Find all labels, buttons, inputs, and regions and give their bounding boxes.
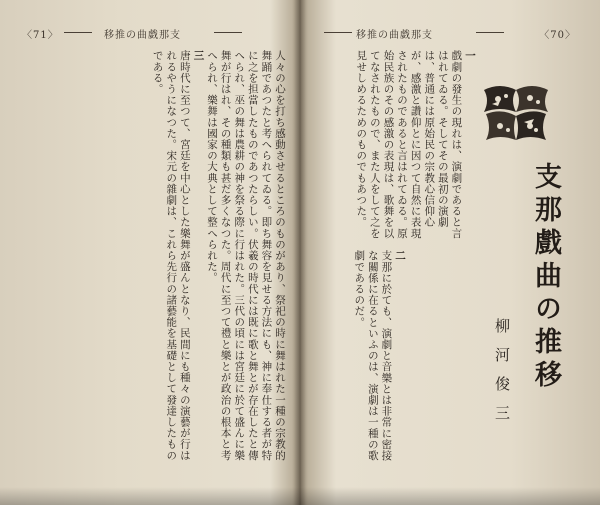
left-page-header <box>14 26 284 42</box>
right-running-title: 移推の曲戯那支 <box>356 30 433 41</box>
right-text-section-2: 支那に於ても、演劇と音樂とは非常に密接な關係に在るといふのは、演劇は一種の歌劇であるのだ。 <box>353 250 393 461</box>
left-page-number: 〈71〉 <box>22 30 59 41</box>
right-page-header <box>316 26 586 42</box>
right-page-number: 〈70〉 <box>539 30 576 41</box>
section-2-mark: 二 <box>394 250 406 262</box>
left-body-text <box>24 50 286 465</box>
left-running-title: 移推の曲戯那支 <box>104 30 181 41</box>
decorative-emblem-icon <box>480 82 552 144</box>
header-rule <box>214 32 242 33</box>
right-text-section-1: 戲劇の發生の現れは、演劇であると言はれてゐる。そしてその最初の演劇は、普通には原始民の宗教心信仰心が、感激と讚仰とに因つて自然に表現されたものであると言はれてゐる。原始民族のその感激の表現は、歌舞を以てなされたもので、また人をして之を見せしめるためのものでもあつた。 <box>355 50 463 239</box>
section-3-mark: 三 <box>192 50 205 62</box>
right-body-text-upper <box>316 50 476 240</box>
left-page <box>0 0 298 505</box>
header-rule <box>476 32 504 33</box>
page-bottom-shadow <box>0 487 600 505</box>
article-author: 柳河俊三 <box>493 318 511 434</box>
book-gutter <box>292 0 308 505</box>
right-body-text-lower <box>316 250 406 465</box>
header-rule <box>324 32 352 33</box>
right-page <box>302 0 600 505</box>
left-text-body: 人々の心を打ち感動させるところのものがあり、祭祀の時に舞はれた一種の宗教的舞踊であつたと考へられてゐる。即ち舞容を見せる方法にも、神に奉仕する者が特に之を担當したものであつたらしい。伏羲の時代には既に歌と舞とが存在したと傳へられ、巫の舞は農耕の神を祭る際に行はれた。三代の頃には宮廷に於て盛んに樂舞が行はれ、その種類も甚だ多くなつた。周代に至つて禮と樂とが政治の根本と考へられ、樂舞は國家の大典として整へられた。 <box>206 50 286 461</box>
section-1-mark: 一 <box>464 50 476 62</box>
article-title: 支那戲曲の推移 <box>530 162 561 393</box>
left-text-section-3: 唐時代に至つて、宮廷を中心とした樂舞が盛んとなり、民間にも種々の演藝が行はれるやうになつた。宋元の雜劇は、これら先行の諸藝能を基礎として發達したものである。 <box>151 50 191 461</box>
header-rule <box>64 32 92 33</box>
